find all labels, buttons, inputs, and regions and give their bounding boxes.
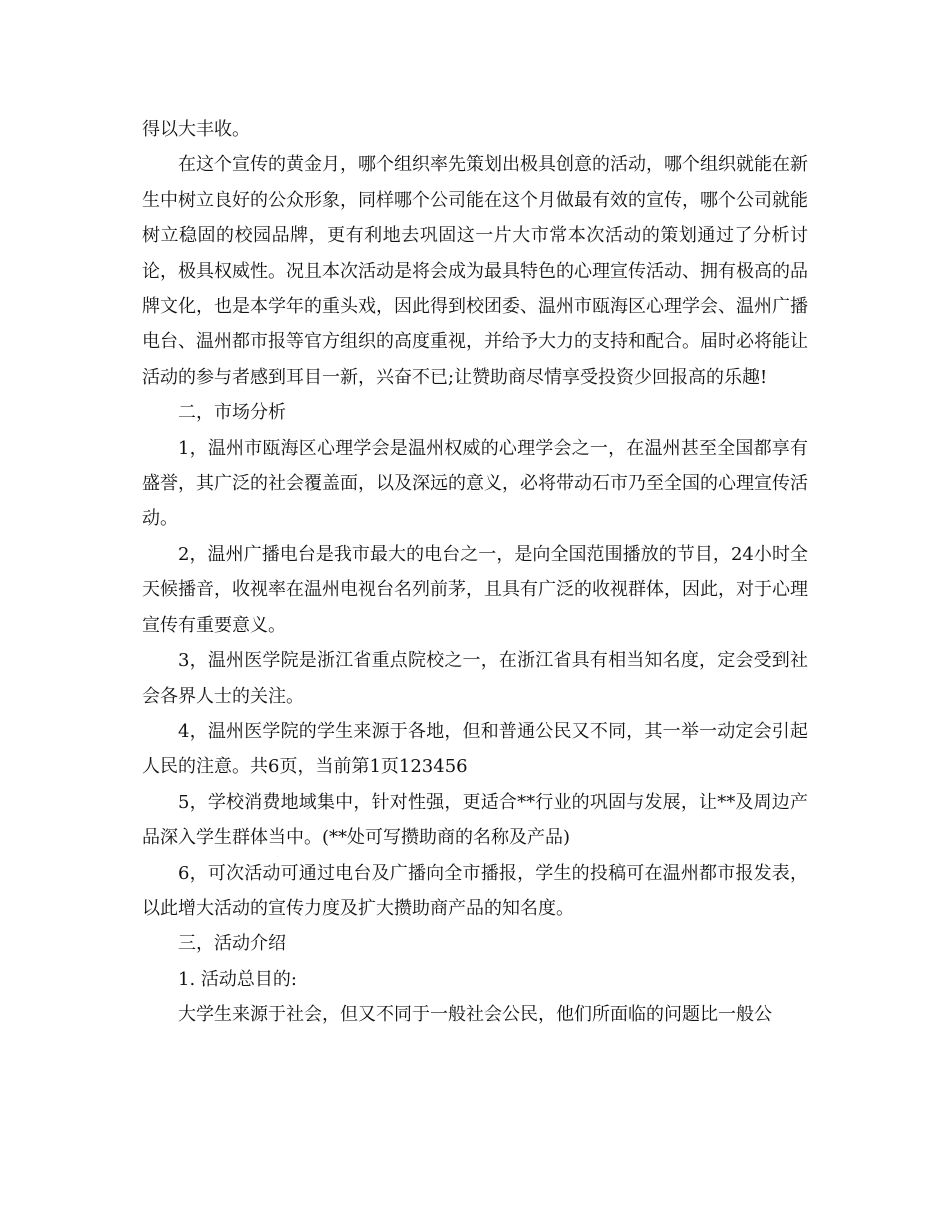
paragraph-promotion-month: 在这个宣传的黄金月，哪个组织率先策划出极具创意的活动，哪个组织就能在新生中树立良好的公众形象，同样哪个公司能在这个月做最有效的宣传，哪个公司就能树立稳固的校园品牌，更有利地去巩固这一片大市常本次活动的策划通过了分析讨论，极具权威性。况且本次活动是将会成为最具特色的心理宣传活动、拥有极高的品牌文化，也是本学年的重头戏，因此得到校团委、温州市瓯海区心理学会、温州广播电台、温州都市报等官方组织的高度重视，并给予大力的支持和配合。届时必将能让活动的参与者感到耳目一新，兴奋不已;让赞助商尽情享受投资少回报高的乐趣! bbox=[142, 154, 808, 388]
document-body bbox=[142, 112, 808, 1033]
subheading-activity-goal: 1. 活动总目的: bbox=[178, 968, 297, 990]
paragraph-market-6: 6，可次活动可通过电台及广播向全市播报，学生的投稿可在温州都市报发表，以此增大活动的宣传力度及扩大攒助商产品的知名度。 bbox=[142, 862, 808, 919]
paragraph-continuation: 得以大丰收。 bbox=[142, 119, 250, 140]
heading-activity-intro: 三，活动介绍 bbox=[178, 933, 286, 955]
paragraph-activity-goal: 大学生来源于社会，但又不同于一般社会公民，他们所面临的问题比一般公 bbox=[178, 1004, 772, 1026]
paragraph-market-4: 4，温州医学院的学生来源于各地，但和普通公民又不同，其一举一动定会引起人民的注意。共6页，当前第1页123456 bbox=[142, 720, 808, 778]
heading-market-analysis: 二，市场分析 bbox=[178, 402, 286, 424]
paragraph-market-3: 3，温州医学院是浙江省重点院校之一，在浙江省具有相当知名度，定会受到社会各界人士的关注。 bbox=[142, 650, 808, 707]
paragraph-market-2: 2，温州广播电台是我市最大的电台之一，是向全国范围播放的节目，24小时全天候播音，收视率在温州电视台名列前茅，且具有广泛的收视群体，因此，对于心理宣传有重要意义。 bbox=[142, 543, 808, 636]
paragraph-market-5: 5，学校消费地域集中，针对性强，更适合**行业的巩固与发展，让**及周边产品深入学生群体当中。(**处可写攒助商的名称及产品) bbox=[142, 791, 808, 849]
paragraph-market-1: 1，温州市瓯海区心理学会是温州权威的心理学会之一，在温州甚至全国都享有盛誉，其广泛的社会覆盖面，以及深远的意义，必将带动石市乃至全国的心理宣传活动。 bbox=[142, 437, 808, 530]
